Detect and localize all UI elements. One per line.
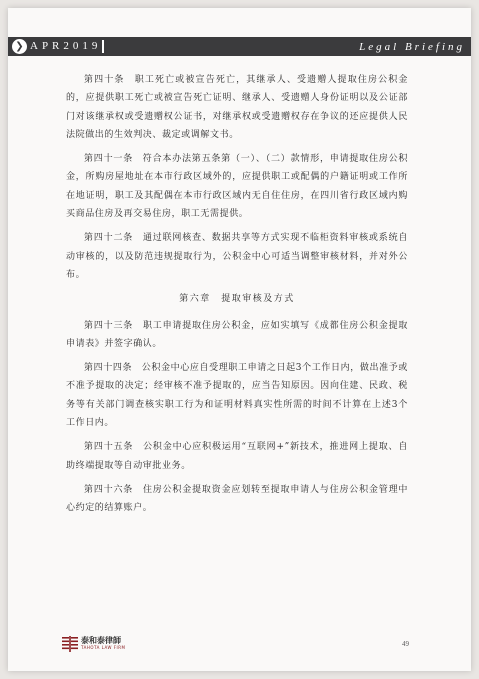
document-page bbox=[8, 8, 471, 671]
publication-title: Legal Briefing bbox=[359, 41, 465, 53]
firm-name: 泰和泰律師 bbox=[81, 636, 121, 645]
header-divider bbox=[102, 40, 104, 53]
article-40: 第四十条 职工死亡或被宣告死亡，其继承人、受遗赠人提取住房公积金的，应提供职工死亡或被宣告死亡证明、继承人、受遗赠人身份证明以及公证部门对该继承权或受遗赠权公证书，对继承权或受遗赠权存在争议的还应提供人民法院做出的生效判决、裁定或调解文书。 bbox=[66, 75, 408, 140]
article-45: 第四十五条 公积金中心应积极运用“互联网+”新技术，推进网上提取、自助终端提取等自动审批业务。 bbox=[66, 442, 408, 471]
firm-logo-icon bbox=[62, 636, 78, 652]
chevron-right-icon: ❯ bbox=[12, 39, 27, 54]
firm-name-en: TAHOTA LAW FIRM bbox=[81, 645, 126, 650]
article-44: 第四十四条 公积金中心应自受理职工申请之日起3个工作日内，做出准予或不准予提取的决定；经审核不准予提取的，应当告知原因。因向住建、民政、税务等有关部门调查核实职工行为和证明材料真实性所需的时间不计算在上述3个工作日内。 bbox=[66, 363, 408, 429]
article-41: 第四十一条 符合本办法第五条第（一）、（二）款情形，申请提取住房公积金，所购房屋地址在本市行政区域外的，应提供职工或配偶的户籍证明或工作所在地证明，职工及其配偶在本市行政区域内无自住住房，在四川省行政区域内购买商品住房及再交易住房，职工无需提供。 bbox=[66, 154, 408, 220]
article-body bbox=[66, 71, 408, 524]
header-bar bbox=[8, 37, 471, 56]
page-number: 49 bbox=[402, 640, 409, 648]
issue-date: APR2019 bbox=[30, 40, 102, 52]
article-42: 第四十二条 通过联网核查、数据共享等方式实现不临柜资料审核或系统自动审核的，以及防范违规提取行为，公积金中心可适当调整审核材料，并对外公布。 bbox=[66, 233, 408, 280]
chapter-heading: 第六章 提取审核及方式 bbox=[179, 294, 295, 305]
article-46: 第四十六条 住房公积金提取资金应划转至提取申请人与住房公积金管理中心约定的结算账户。 bbox=[66, 484, 408, 514]
article-43: 第四十三条 职工申请提取住房公积金，应如实填写《成都住房公积金提取申请表》并签字确认。 bbox=[66, 320, 408, 349]
